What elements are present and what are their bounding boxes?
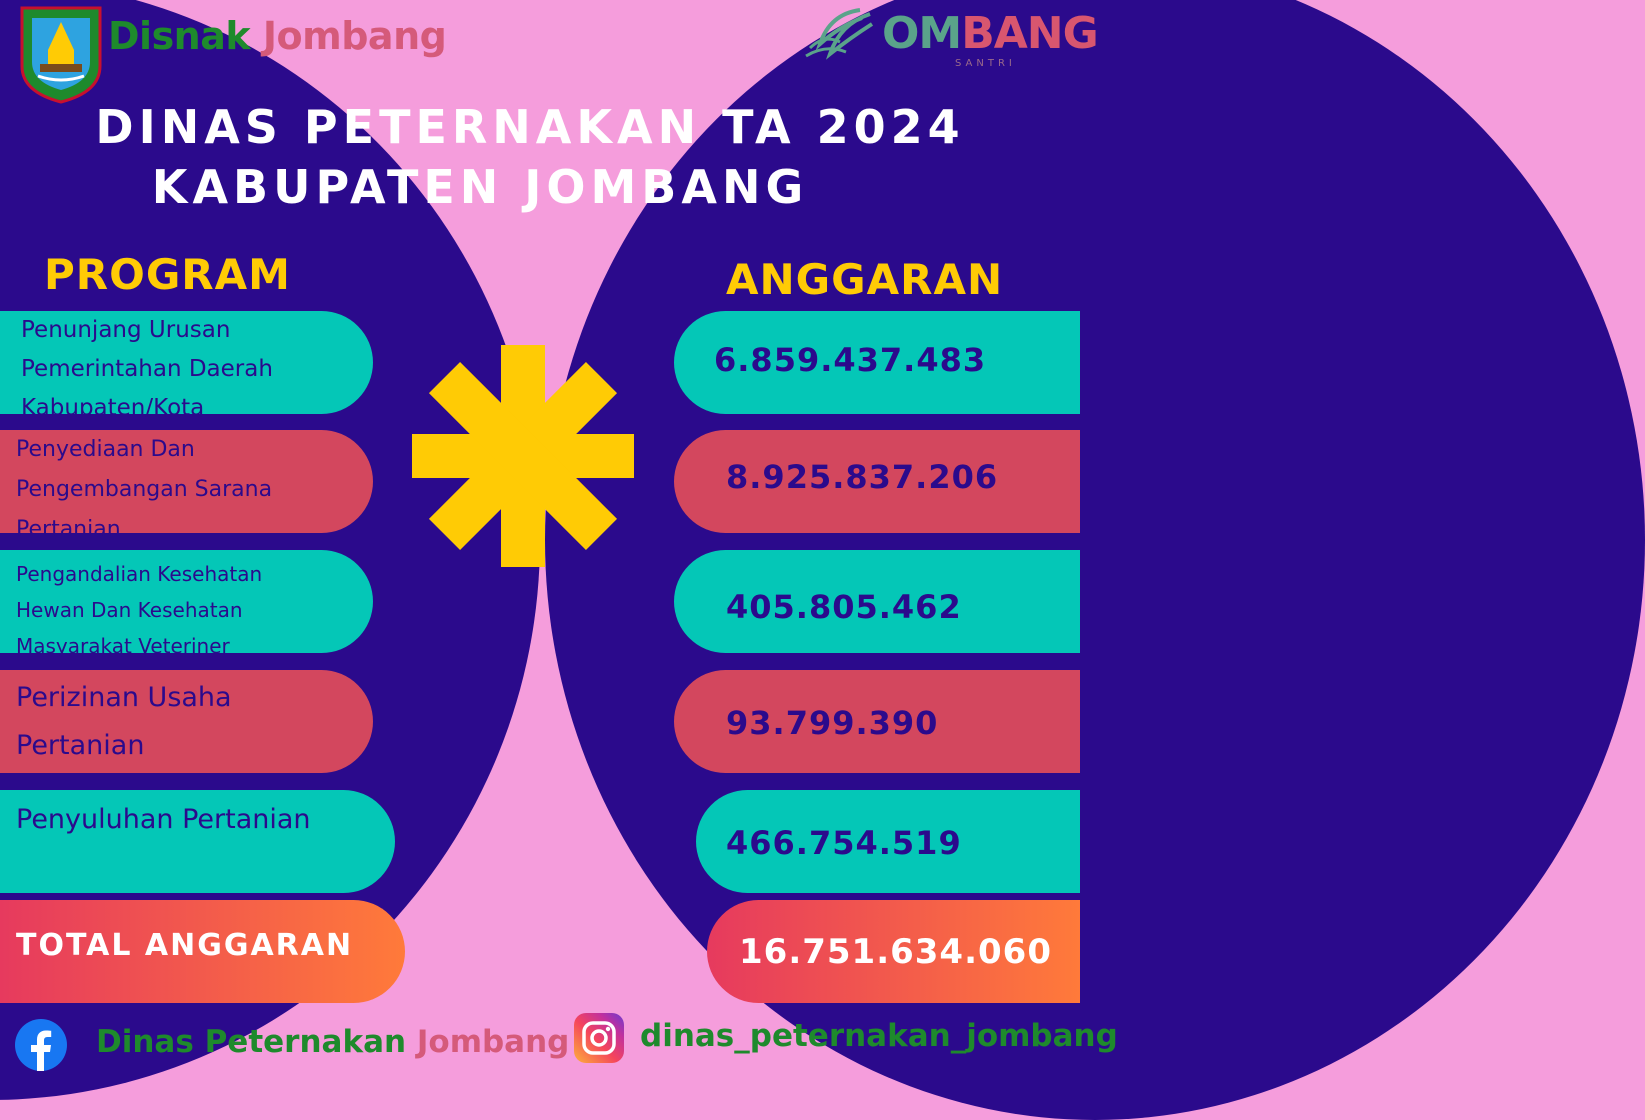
program-item-3-label: [16, 556, 262, 664]
program-item-5: [0, 790, 395, 893]
amount-3-value: 405.805.462: [726, 588, 962, 626]
instagram-icon[interactable]: [574, 1013, 624, 1063]
program-1-line-1: Penunjang Urusan: [21, 317, 231, 343]
title-line-1: DINAS PETERNAKAN TA 2024: [95, 100, 965, 154]
program-3-line-2: Hewan Dan Kesehatan: [16, 598, 243, 622]
asterisk-star-icon: [412, 345, 634, 567]
program-item-2-label: [16, 430, 272, 550]
amount-4-value: 93.799.390: [726, 704, 939, 742]
amount-1-value: 6.859.437.483: [714, 341, 987, 379]
total-value-pill: [707, 900, 1080, 1003]
program-item-5-label: [16, 800, 311, 840]
program-heading: PROGRAM: [44, 250, 291, 299]
facebook-icon[interactable]: [15, 1019, 67, 1071]
total-value: 16.751.634.060: [739, 932, 1052, 972]
facebook-name-part-2: Jombang: [416, 1024, 570, 1060]
facebook-page-name[interactable]: [96, 1024, 569, 1060]
logo-word-part-1: OM: [882, 8, 962, 59]
program-5-line-1: Penyuluhan Pertanian: [16, 804, 311, 835]
amount-item-4: [674, 670, 1080, 773]
logo-santri-caption: SANTRI: [955, 58, 1016, 69]
instagram-handle[interactable]: dinas_peternakan_jombang: [640, 1018, 1118, 1054]
jombang-logo-word: [882, 8, 1098, 59]
program-4-line-1: Perizinan Usaha: [16, 682, 232, 713]
facebook-name-part-1: Dinas Peternakan: [96, 1024, 407, 1060]
program-4-line-2: Pertanian: [16, 730, 145, 761]
program-item-2: [0, 430, 373, 542]
program-2-line-2: Pengembangan Sarana: [16, 477, 273, 502]
program-2-line-3: Pertanian: [16, 517, 121, 542]
jombang-leaf-icon: [800, 4, 890, 68]
title-line-2: KABUPATEN JOMBANG: [151, 160, 809, 214]
program-1-line-2: Pemerintahan Daerah: [21, 356, 273, 382]
program-1-line-3: Kabupaten/Kota: [21, 395, 205, 421]
brand-word-jombang: Jombang: [262, 14, 447, 58]
facebook-f-glyph: [15, 1019, 67, 1071]
brand-disnak-jombang: [108, 14, 446, 58]
program-3-line-1: Pengandalian Kesehatan: [16, 562, 263, 586]
coat-of-arms-emblem-icon: [18, 4, 104, 104]
program-item-1: [0, 311, 373, 421]
amount-item-3: [674, 550, 1080, 653]
instagram-camera-glyph: [574, 1013, 624, 1063]
amount-item-5: [696, 790, 1080, 893]
amount-2-value: 8.925.837.206: [726, 458, 999, 496]
program-2-line-1: Penyediaan Dan: [16, 437, 195, 462]
program-item-3: [0, 550, 373, 658]
program-item-1-label: [21, 311, 273, 428]
amount-5-value: 466.754.519: [726, 824, 962, 862]
jombang-santri-logo: [800, 4, 1098, 74]
brand-word-disnak: Disnak: [108, 14, 251, 58]
logo-word-part-2: BANG: [961, 8, 1098, 59]
amount-item-1: [674, 311, 1080, 414]
program-item-4: [0, 670, 373, 773]
total-label: TOTAL ANGGARAN: [16, 928, 354, 963]
anggaran-heading: ANGGARAN: [726, 255, 1004, 304]
amount-item-2: [674, 430, 1080, 533]
program-3-line-3: Masyarakat Veteriner: [16, 634, 230, 658]
total-label-pill: [0, 900, 405, 1003]
program-item-4-label: [16, 674, 232, 770]
